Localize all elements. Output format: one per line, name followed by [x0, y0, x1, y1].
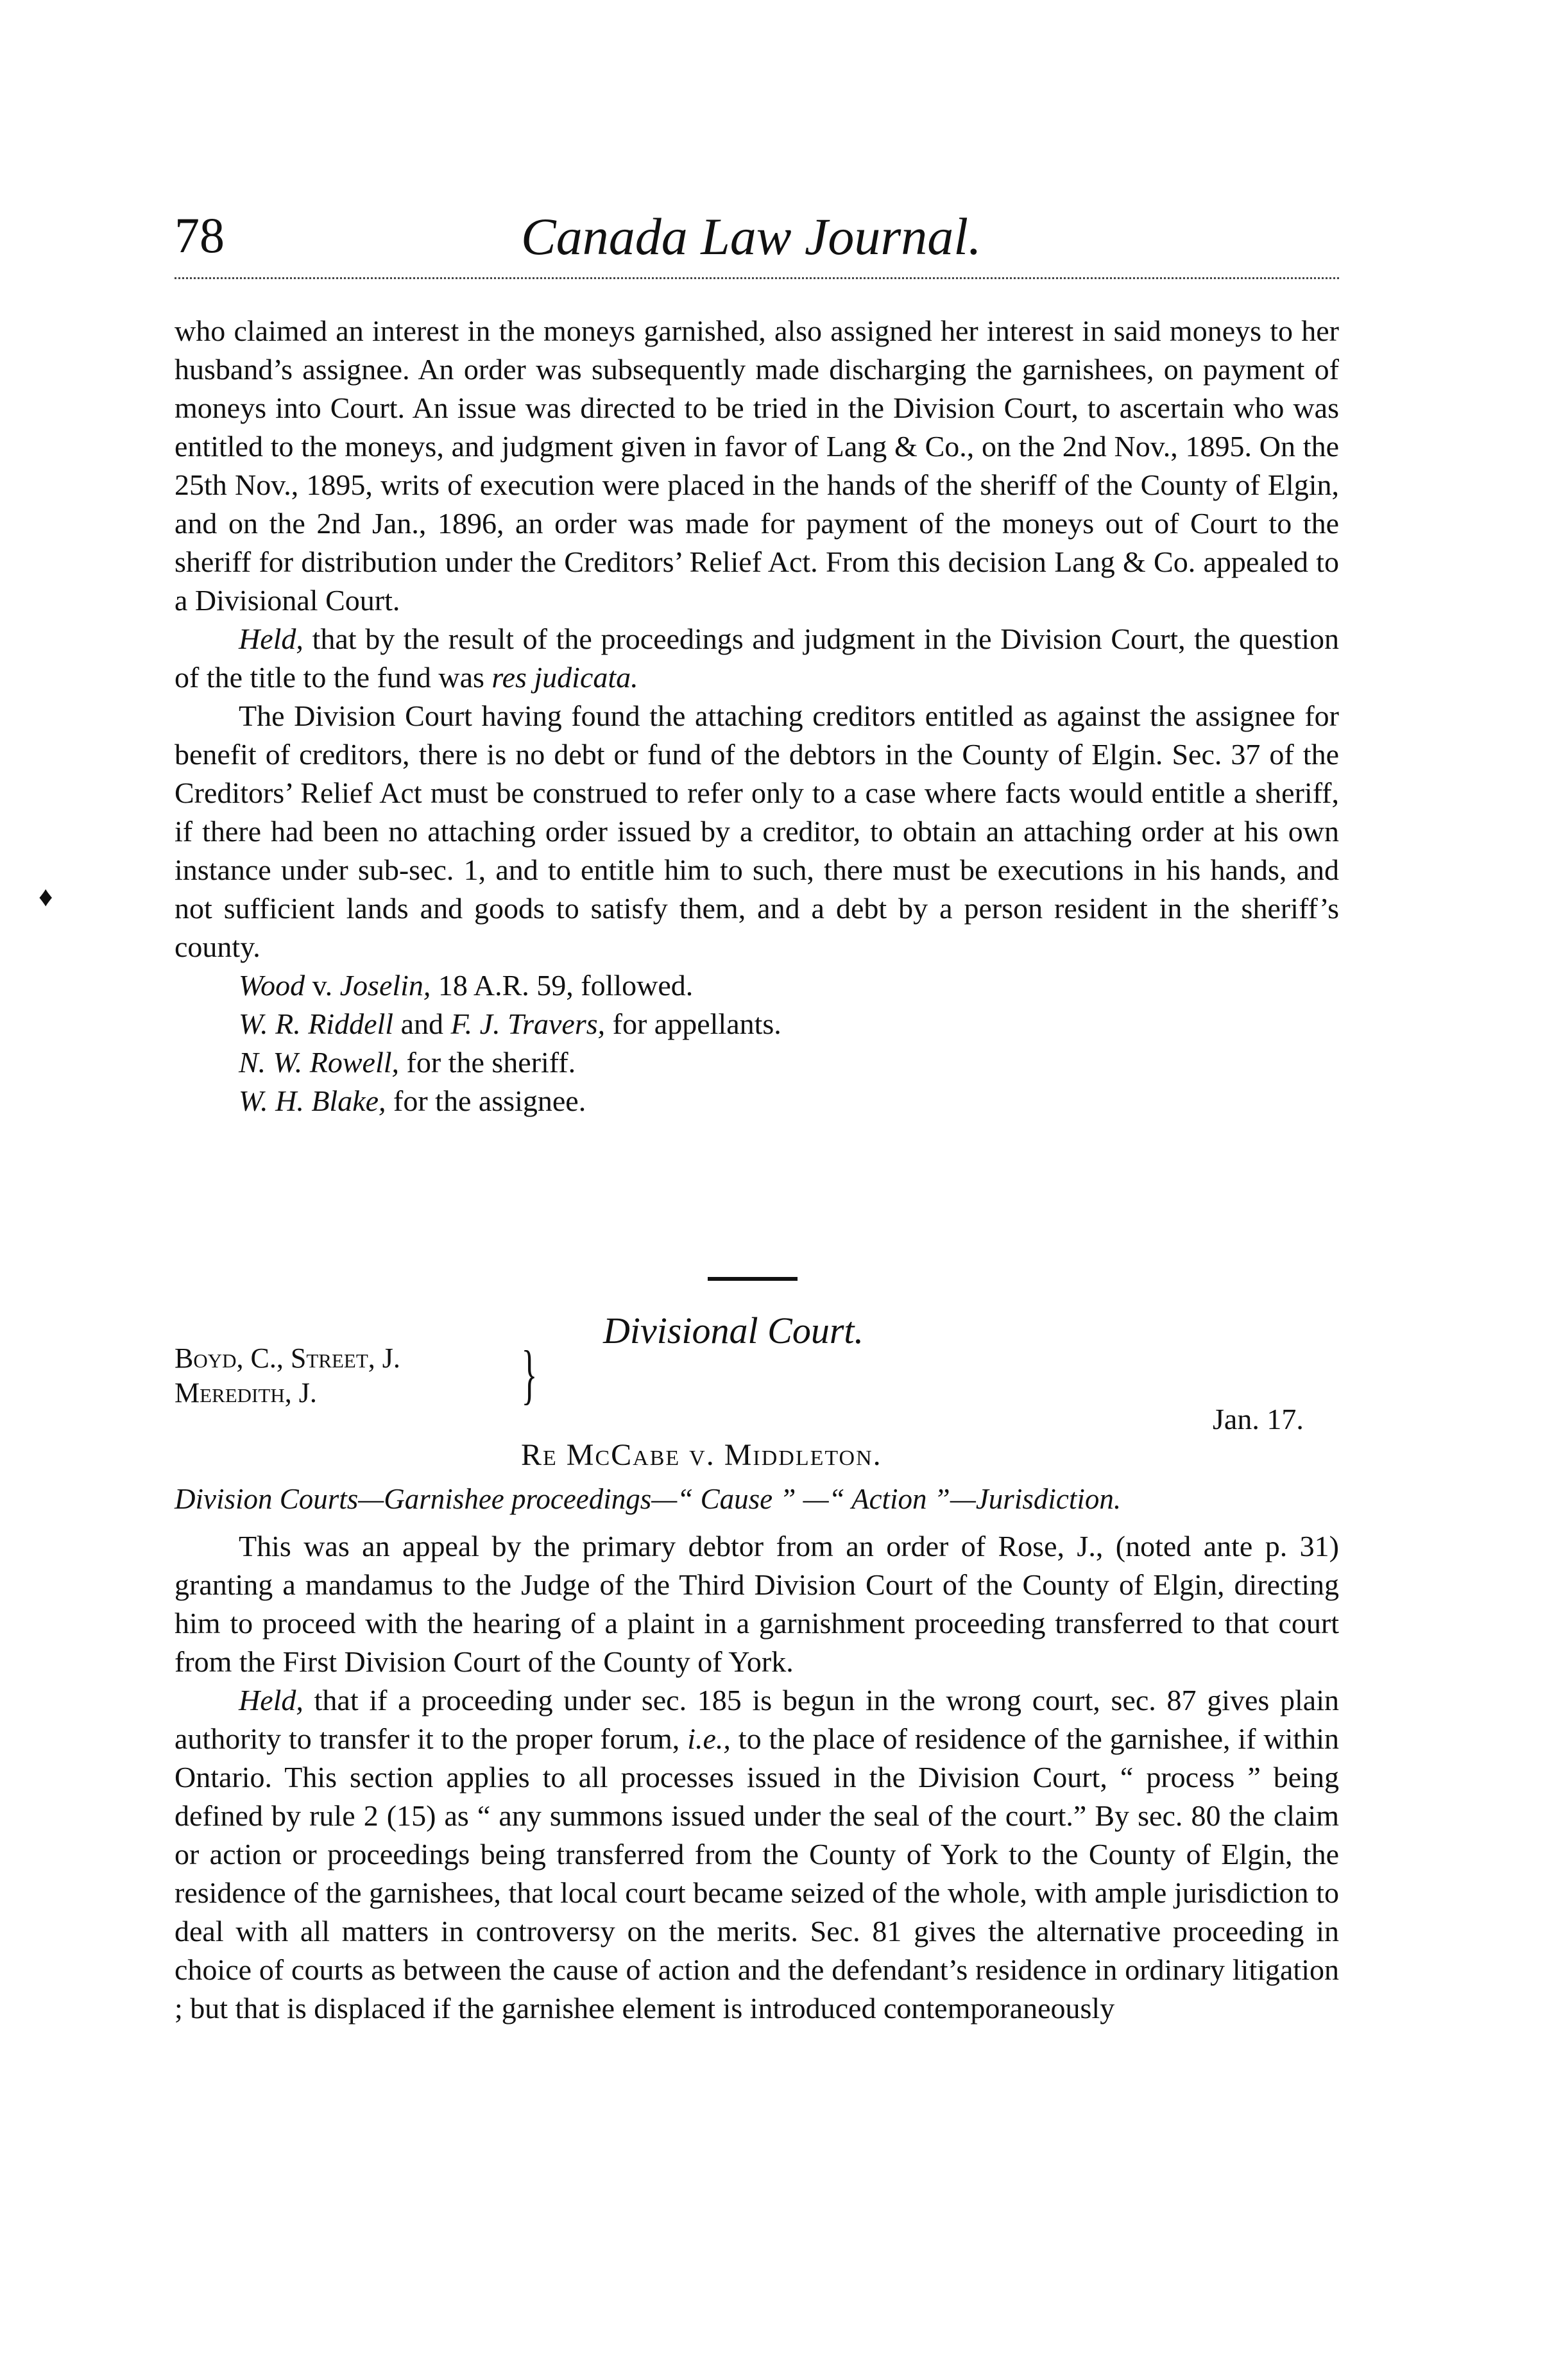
judges-line-2: Meredith, J. — [175, 1377, 317, 1408]
header-rule — [175, 277, 1339, 279]
held-label: Held, — [239, 1684, 303, 1717]
citation-rest: 18 A.R. 59, followed. — [431, 969, 694, 1002]
held-text: that by the result of the proceedings and judgment in the Division Court, the question of the title to the fund was — [175, 622, 1339, 694]
margin-mark: ♦ — [38, 881, 53, 912]
case-headnote: Division Courts—Garnishee proceedings—“ Cause ” —“ Action ”—Jurisdiction. — [175, 1483, 1122, 1515]
held-label: Held, — [239, 622, 303, 655]
counsel-name: W. R. Riddell — [239, 1007, 394, 1040]
held-text-a: that if a proceeding under sec. 185 is begun in the wrong court, sec. 87 gives plain authority to transfer it to the proper forum, — [175, 1684, 1339, 1755]
judges-line-1: Boyd, C., Street, J. — [175, 1342, 400, 1374]
section-divider — [708, 1277, 798, 1281]
versus: v. — [305, 969, 340, 1002]
case-name-2: Joselin, — [339, 969, 431, 1002]
case-name: Wood — [239, 969, 305, 1002]
case-title: Re McCabe v. Middleton. — [521, 1438, 882, 1472]
counsel-name-2: F. J. Travers, — [450, 1007, 606, 1040]
case-date: Jan. 17. — [1213, 1403, 1304, 1435]
court-title: Divisional Court. — [603, 1310, 864, 1351]
page-header — [175, 193, 1339, 282]
journal-title: Canada Law Journal. — [521, 207, 982, 266]
page-number: 78 — [175, 207, 225, 263]
counsel-appellants — [239, 1005, 1339, 1043]
counsel-and: and — [393, 1007, 451, 1040]
previous-case-text — [175, 312, 1339, 1120]
counsel-name: N. W. Rowell, — [239, 1046, 400, 1079]
counsel-role: for appellants. — [605, 1007, 781, 1040]
counsel-role: for the sheriff. — [399, 1046, 576, 1079]
res-judicata: res judicata. — [491, 661, 638, 694]
paragraph-held — [175, 620, 1339, 697]
citation-followed — [239, 966, 1339, 1005]
paragraph-reasoning: The Division Court having found the attaching creditors entitled as against the assignee for benefit of creditors, there is no debt or fund of the debtors in the County of Elgin. Sec. 37 of the Creditors’ Relief Act must be construed to refer only to a case where facts would entitle a sheriff, if there had been no attaching order issued by a creditor, to obtain an attaching order at his own instance under sub-sec. 1, and to entitle him to such, there must be executions in his hands, and not sufficient lands and goods to satisfy them, and a debt by a person resident in the sheriff’s county. — [175, 699, 1339, 963]
paragraph-appeal: This was an appeal by the primary debtor from an order of Rose, J., (noted ante p. 31) granting a mandamus to the Judge of the Third Division Court of the County of Elgin, directing him to proceed with the hearing of a plaint in a garnishment proceeding transferred to that court from the First Division Court of the County of York. — [175, 1530, 1339, 1678]
judges-brace: } — [521, 1337, 538, 1411]
paragraph-facts: who claimed an interest in the moneys garnished, also assigned her interest in said moneys to her husband’s assignee. An order was subsequently made discharging the garnishees, on payment of moneys into Court. An issue was directed to be tried in the Division Court, to ascertain who was entitled to the moneys, and judgment given in favor of Lang & Co., on the 2nd Nov., 1895. On the 25th Nov., 1895, writs of execution were placed in the hands of the sheriff of the County of Elgin, and on the 2nd Jan., 1896, an order was made for payment of the moneys out of Court to the sheriff for distribution under the Creditors’ Relief Act. From this decision Lang & Co. appealed to a Divisional Court. — [175, 314, 1339, 617]
paragraph-held-2 — [175, 1681, 1339, 2028]
counsel-assignee — [239, 1082, 1339, 1120]
judges-list — [175, 1341, 400, 1410]
counsel-name: W. H. Blake, — [239, 1084, 386, 1117]
held-text-b: to the place of residence of the garnishee, if within Ontario. This section applies to all processes issued in the Division Court, “ process ” being defined by rule 2 (15) as “ any summons issued under the seal of the court.” By sec. 80 the claim or action or proceedings being transferred from the County of York to the County of Elgin, the residence of the garnishees, that local court became seized of the whole, with ample jurisdiction to deal with all matters in controversy on the merits. Sec. 81 gives the alternative proceeding in choice of courts as between the cause of action and the defendant’s residence in ordinary litigation ; but that is displaced if the garnishee element is introduced contemporaneously — [175, 1722, 1339, 2025]
counsel-sheriff — [239, 1043, 1339, 1082]
counsel-role: for the assignee. — [386, 1084, 586, 1117]
case-text — [175, 1527, 1339, 2028]
ie-abbrev: i.e., — [687, 1722, 731, 1755]
